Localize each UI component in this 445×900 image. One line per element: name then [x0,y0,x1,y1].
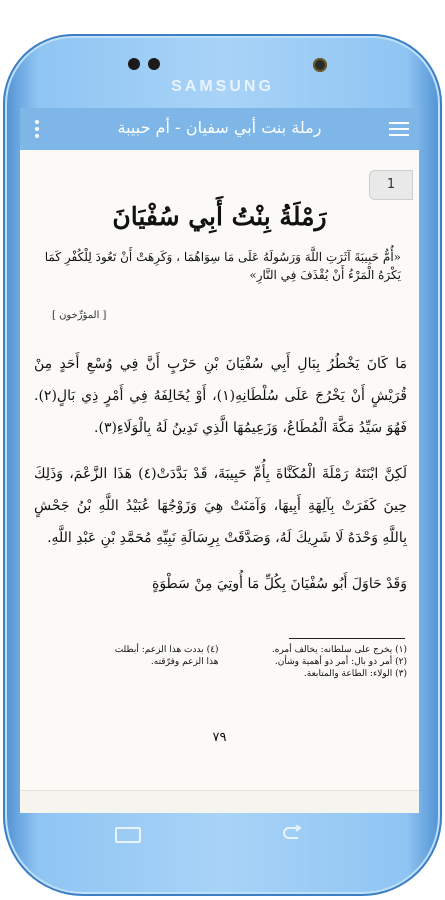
paragraph: لَكِنَّ ابْنَتَهُ رَمْلَةَ الْمُكَنَّاةَ بِأُمِّ حَبِيبَةَ، قَدْ بَدَّدَتْ(٤) هَذَا الزَّعْمَ، وَذَلِكَ حِينَ كَفَرَتْ بِآلِهَةِ أَبِيهَا، وَآمَنَتْ هِيَ وَزَوْجُهَا عُبَيْدُ اللَّهِ بْنُ جَحْشٍ بِاللَّهِ وَحْدَهُ لَا شَرِيكَ لَهُ، وَصَدَّقَتْ بِرِسَالَةِ نَبِيِّهِ مُحَمَّدِ بْنِ عَبْدِ اللَّهِ. [34,466,407,546]
chapter-heading: رَمْلَةُ بِنْتُ أَبِي سُفْيَانَ [112,202,327,231]
app-title: رملة بنت أبي سفيان - أم حبيبة [117,118,322,137]
camera-dot-right [148,58,160,70]
front-camera-icon [313,58,327,72]
paragraph: مَا كَانَ يَخْطُرُ بِبَالِ أَبِي سُفْيَانَ بْنِ حَرْبٍ أَنَّ فِي وُسْعِ أَحَدٍ مِنْ قُرَيْشٍ أَنْ يَخْرُجَ عَلَى سُلْطَانِهِ(١)، أَوْ يُخَالِفَهُ فِي أَمْرٍ ذِي بَالٍ(٢). فَهُوَ سَيِّدُ مَكَّةَ الْمُطَاعُ، وَزَعِيمُهَا الَّذِي تَدِينُ لَهُ بِالْوَلَاءِ(٣). [34,356,407,436]
app-bar [20,108,419,150]
app-screen [20,108,419,813]
book-page[interactable] [20,150,419,813]
footnote-divider [289,638,405,639]
footnote: (١) يخرج على سلطانه: يخالف أمره. [271,645,407,655]
back-arrow-icon[interactable] [280,825,304,841]
footnotes-column-right [219,644,408,680]
epigraph-source: [ المؤرِّخون ] [52,310,107,321]
page-number: ٧٩ [212,730,227,745]
phone-top-bezel [23,34,422,114]
page-index-badge[interactable]: 1 [369,170,413,200]
footnote: هذا الزعم وفرّقته. [150,657,219,667]
hamburger-menu-icon[interactable] [389,122,409,136]
footnotes [30,644,407,680]
chapter-body [34,348,407,614]
overflow-menu-icon[interactable] [34,120,40,138]
footnote: (٢) أمر ذو بال: أمر ذو أهمية وشأن. [274,657,407,667]
epigraph-quote: «أُمُّ حَبِيبَةَ آثَرَتِ اللَّهَ وَرَسُولَهُ عَلَى مَا سِوَاهُمَا ، وَكَرِهَتْ أَنْ تَعُودَ لِلْكُفْرِ كَمَا يَكْرَهُ الْمَرْءُ أَنْ يُقْذَفَ فِي النَّارِ» [44,250,401,282]
camera-dot-left [128,58,140,70]
footnote: (٤) بددت هذا الزعم: أبطلت [114,645,219,655]
paragraph: وَقَدْ حَاوَلَ أَبُو سُفْيَانَ بِكُلِّ مَا أُوتِيَ مِنْ سَطْوَةٍ [151,576,407,592]
footnotes-column-left [30,644,219,680]
next-page-edge [20,790,419,813]
footnote: (٣) الولاء: الطاعة والمتابعة. [303,669,407,679]
recent-apps-icon[interactable] [115,827,141,843]
device-brand: SAMSUNG [171,78,274,95]
phone-nav-bar [20,813,419,853]
